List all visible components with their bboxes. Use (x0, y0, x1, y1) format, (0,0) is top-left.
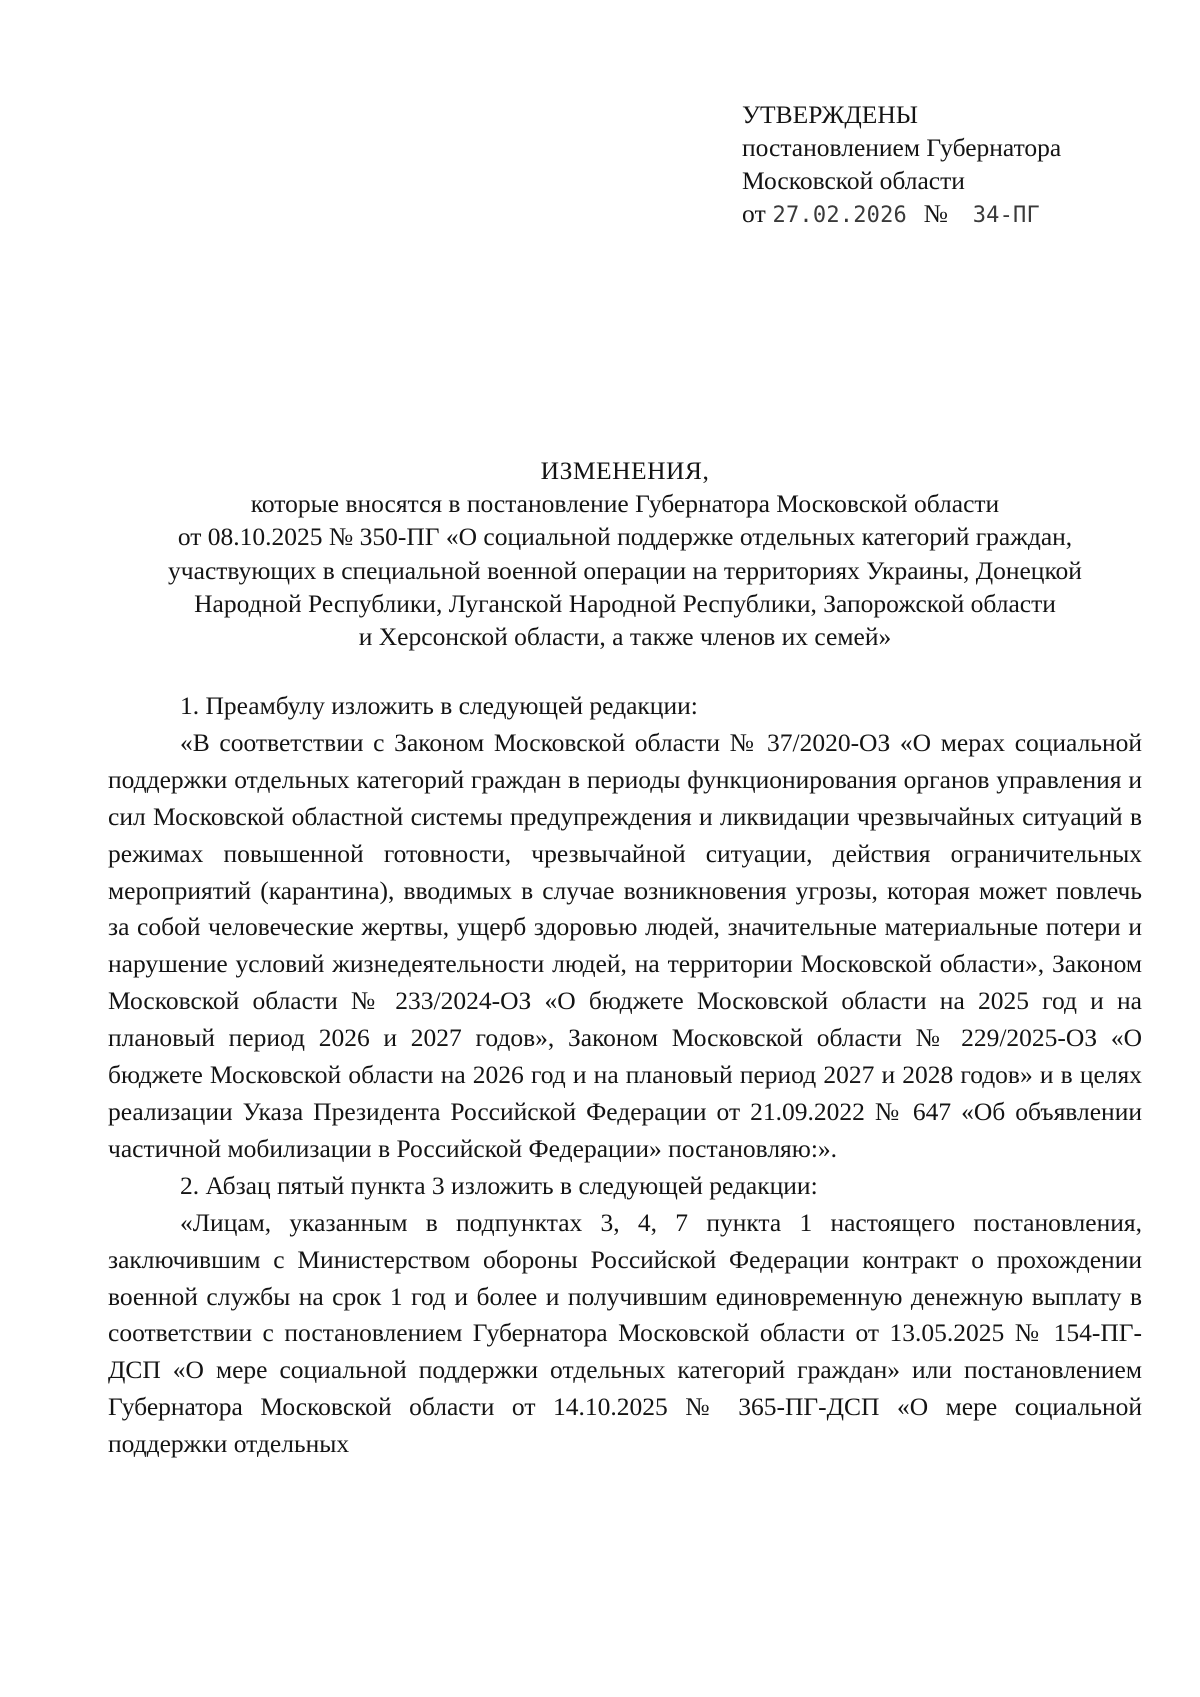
approval-date-line (742, 197, 1061, 232)
approval-date: 27.02.2026 (772, 203, 907, 228)
paragraph-item-2: 2. Абзац пятый пункта 3 изложить в следующей редакции: (180, 1170, 818, 1200)
document-title: ИЗМЕНЕНИЯ, (540, 456, 710, 485)
title-line: участвующих в специальной военной операции на территориях Украины, Донецкой (168, 555, 1082, 585)
approval-region: Московской области (742, 166, 965, 195)
approval-number: 34-ПГ (972, 203, 1040, 228)
approval-authority: постановлением Губернатора (742, 133, 1062, 162)
approval-heading: УТВЕРЖДЕНЫ (742, 100, 918, 129)
title-line: которые вносятся в постановление Губернатора Московской области (250, 489, 1000, 519)
approval-date-prefix: от (742, 199, 766, 228)
approval-stamp (742, 98, 1061, 232)
title-line: Народной Республики, Луганской Народной Республики, Запорожской области (194, 588, 1056, 618)
document-body (108, 688, 1142, 1463)
approval-number-sign: № (923, 199, 949, 228)
title-line: и Херсонской области, а также членов их семей» (358, 622, 892, 652)
paragraph-item-2-text: «Лицам, указанным в подпунктах 3, 4, 7 пункта 1 настоящего постановления, заключившим с Министерством обороны Российской Федерации контракт о прохождении военной службы на срок 1 год и более и получившим единовременную денежную выплату в соответствии с постановлением Губернатора Московской области от 13.05.2025 № 154-ПГ-ДСП «О мере социальной поддержки отдельных категорий граждан» или постановлением Губернатора Московской области от 14.10.2025 № 365-ПГ-ДСП «О мере социальной поддержки отдельных (108, 1207, 1142, 1459)
document-title-block (108, 454, 1142, 653)
paragraph-preamble-text: «В соответствии с Законом Московской области № 37/2020-ОЗ «О мерах социальной поддержки отдельных категорий граждан в периоды функционирования органов управления и сил Московской областной системы предупреждения и ликвидации чрезвычайных ситуаций в режимах повышенной готовности, чрезвычайной ситуации, действия ограничительных мероприятий (карантина), вводимых в случае возникновения угрозы, которая может повлечь за собой человеческие жертвы, ущерб здоровью людей, значительные материальные потери и нарушение условий жизнедеятельности людей, на территории Московской области», Законом Московской области № 233/2024-ОЗ «О бюджете Московской области на 2025 год и на плановый период 2026 и 2027 годов», Законом Московской области № 229/2025-ОЗ «О бюджете Московской области на 2026 год и на плановый период 2027 и 2028 годов» и в целях реализации Указа Президента Российской Федерации от 21.09.2022 № 647 «Об объявлении частичной мобилизации в Российской Федерации» постановляю:». (108, 727, 1142, 1163)
paragraph-item-1: 1. Преамбулу изложить в следующей редакции: (180, 691, 698, 720)
title-line: от 08.10.2025 № 350-ПГ «О социальной поддержке отдельных категорий граждан, (177, 522, 1073, 552)
